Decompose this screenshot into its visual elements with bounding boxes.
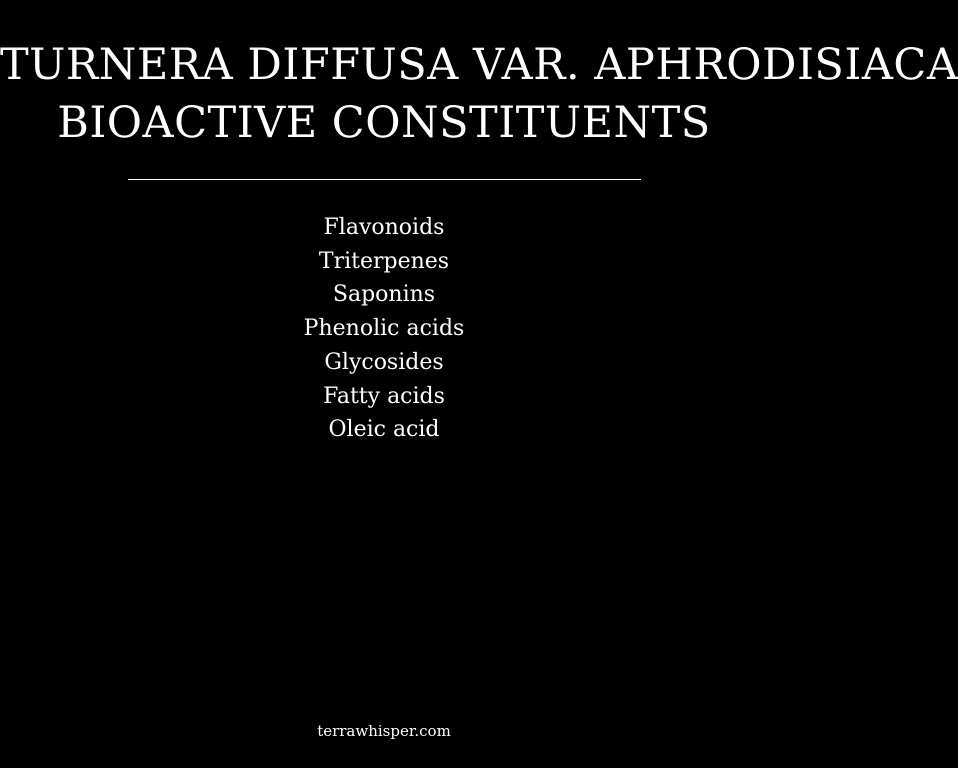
footer-site-text: terrawhisper.com (317, 722, 451, 740)
list-item: Glycosides (324, 349, 444, 375)
list-item: Fatty acids (323, 383, 445, 409)
title-line-1: TURNERA DIFFUSA VAR. APHRODISIACA (0, 40, 958, 90)
page-title (0, 36, 958, 152)
title-line-2: BIOACTIVE CONSTITUENTS (57, 98, 711, 148)
list-item: Phenolic acids (303, 316, 465, 342)
list-item: Oleic acid (328, 417, 440, 443)
constituents-list (0, 211, 768, 447)
title-divider (128, 179, 641, 180)
list-item: Saponins (332, 282, 436, 308)
list-item: Flavonoids (323, 215, 445, 240)
list-item: Triterpenes (318, 248, 450, 274)
